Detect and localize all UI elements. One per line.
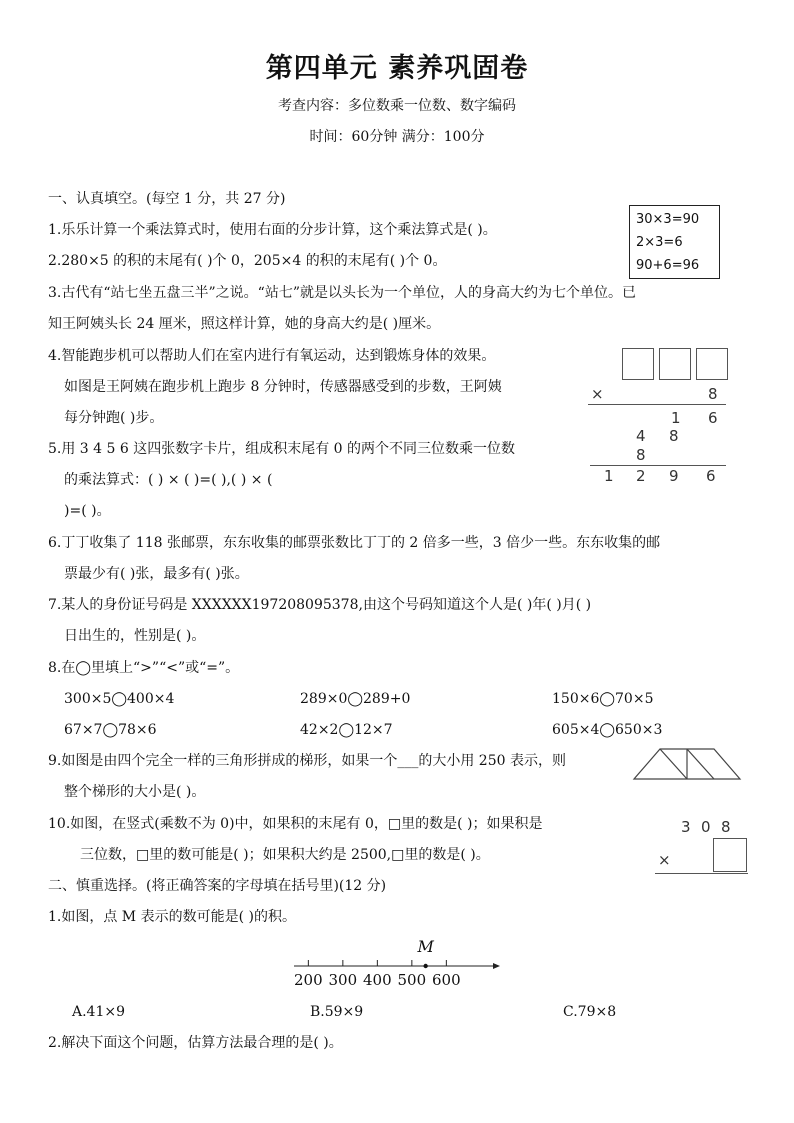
q4-row1-d1: 1	[671, 409, 681, 427]
s2-question-2: 2.解决下面这个问题，估算方法最合理的是( )。	[48, 1035, 343, 1051]
question-5-line2: 的乘法算式：( ) × ( )=( ),( ) × (	[64, 472, 273, 488]
q4-result-d1: 1	[604, 467, 614, 485]
number-line-figure	[288, 934, 508, 994]
question-3-line1: 3.古代有“站七坐五盘三半”之说。“站七”就是以头长为一个单位，人的身高大约为七个单位。已	[48, 285, 636, 301]
question-4-line3: 每分钟跑( )步。	[64, 410, 164, 426]
q8-item-4: 67×7◯78×6	[64, 722, 157, 738]
q4-blank-box-1	[622, 348, 654, 380]
q4-blank-box-3	[696, 348, 728, 380]
question-9-line2: 整个梯形的大小是( )。	[64, 784, 206, 800]
s2-q1-option-a: A.41×9	[72, 1004, 126, 1020]
q8-item-1: 300×5◯400×4	[64, 691, 175, 707]
q4-times-sign: ×	[591, 385, 604, 403]
q4-row2-d1: 4	[636, 427, 646, 445]
trapezoid-triangles-figure	[632, 747, 742, 781]
s2-q1-option-b: B.59×9	[310, 1004, 364, 1020]
q1-step-3: 90+6=96	[636, 258, 700, 273]
question-9-line1: 9.如图是由四个完全一样的三角形拼成的梯形，如果一个___的大小用 250 表示，则	[48, 753, 566, 769]
q8-item-3: 150×6◯70×5	[552, 691, 654, 707]
q4-row2-d2: 8	[669, 427, 679, 445]
number-line-tick-label-300: 300	[328, 971, 358, 989]
q10-line	[655, 873, 748, 874]
q10-top-d2: 0	[701, 818, 711, 836]
question-5-line1: 5.用 3 4 5 6 这四张数字卡片，组成积末尾有 0 的两个不同三位数乘一位数	[48, 441, 516, 457]
question-4-line2: 如图是王阿姨在跑步机上跑步 8 分钟时，传感器感受到的步数，王阿姨	[64, 379, 502, 395]
q10-top-d1: 3	[681, 818, 691, 836]
exam-time-score: 时间：60分钟 满分：100分	[309, 129, 485, 145]
q8-item-5: 42×2◯12×7	[300, 722, 393, 738]
q8-item-6: 605×4◯650×3	[552, 722, 663, 738]
page-title: 第四单元 素养巩固卷	[265, 53, 529, 84]
q1-step-1: 30×3=90	[636, 212, 700, 227]
question-6-line2: 票最少有( )张，最多有( )张。	[64, 566, 249, 582]
q4-result-d4: 6	[706, 467, 716, 485]
s2-question-1: 1.如图，点 M 表示的数可能是( )的积。	[48, 909, 296, 925]
number-line-tick-label-500: 500	[397, 971, 427, 989]
question-2: 2.280×5 的积的末尾有( )个 0，205×4 的积的末尾有( )个 0。	[48, 253, 447, 269]
q4-line-1	[588, 404, 726, 405]
question-3-line2: 知王阿姨头长 24 厘米，照这样计算，她的身高大约是( )厘米。	[48, 316, 441, 332]
q4-blank-box-2	[659, 348, 691, 380]
q4-multiplier: 8	[708, 385, 718, 403]
q4-result-d2: 2	[636, 467, 646, 485]
exam-scope: 考查内容：多位数乘一位数、数字编码	[278, 98, 516, 114]
q10-top-d3: 8	[721, 818, 731, 836]
question-5-line3: )=( )。	[64, 503, 111, 519]
s2-q1-option-c: C.79×8	[563, 1004, 617, 1020]
number-line-tick-label-400: 400	[363, 971, 392, 989]
number-line-tick-label-200: 200	[294, 971, 323, 989]
question-7-line1: 7.某人的身份证号码是 XXXXXX19720809537​8,由这个号码知道这个人是( )年( )月( )	[48, 597, 592, 613]
q4-row1-d2: 6	[708, 409, 718, 427]
number-line-point-label: M	[417, 937, 434, 956]
question-10-line2: 三位数，□里的数可能是( )；如果积大约是 2500,□里的数是( )。	[80, 847, 490, 863]
question-6-line1: 6.丁丁收集了 118 张邮票，东东收集的邮票张数比丁丁的 2 倍多一些，3 倍少一些。东东收集的邮	[48, 535, 661, 551]
q10-times-sign: ×	[658, 851, 671, 869]
q4-line-2	[590, 465, 726, 466]
question-4-line1: 4.智能跑步机可以帮助人们在室内进行有氧运动，达到锻炼身体的效果。	[48, 348, 496, 364]
question-7-line2: 日出生的，性别是( )。	[64, 628, 206, 644]
question-1: 1.乐乐计算一个乘法算式时，使用右面的分步计算，这个乘法算式是( )。	[48, 222, 497, 238]
section1-heading: 一、认真填空。(每空 1 分，共 27 分)	[48, 191, 286, 207]
q10-blank-box	[713, 838, 747, 872]
section2-heading: 二、慎重选择。(将正确答案的字母填在括号里)(12 分)	[48, 878, 387, 894]
question-8-heading: 8.在◯里填上“>”“<”或“=”。	[48, 660, 240, 676]
question-10-line1: 10.如图，在竖式(乘数不为 0)中，如果积的末尾有 0，□里的数是( )；如果积是	[48, 816, 543, 832]
q8-item-2: 289×0◯289+0	[300, 691, 411, 707]
q1-step-2: 2×3=6	[636, 235, 683, 250]
number-line-tick-label-600: 600	[432, 971, 461, 989]
q1-calculation-box	[629, 205, 720, 279]
number-line-point-m	[423, 964, 427, 968]
q4-row3-d1: 8	[636, 446, 646, 464]
q4-result-d3: 9	[669, 467, 679, 485]
